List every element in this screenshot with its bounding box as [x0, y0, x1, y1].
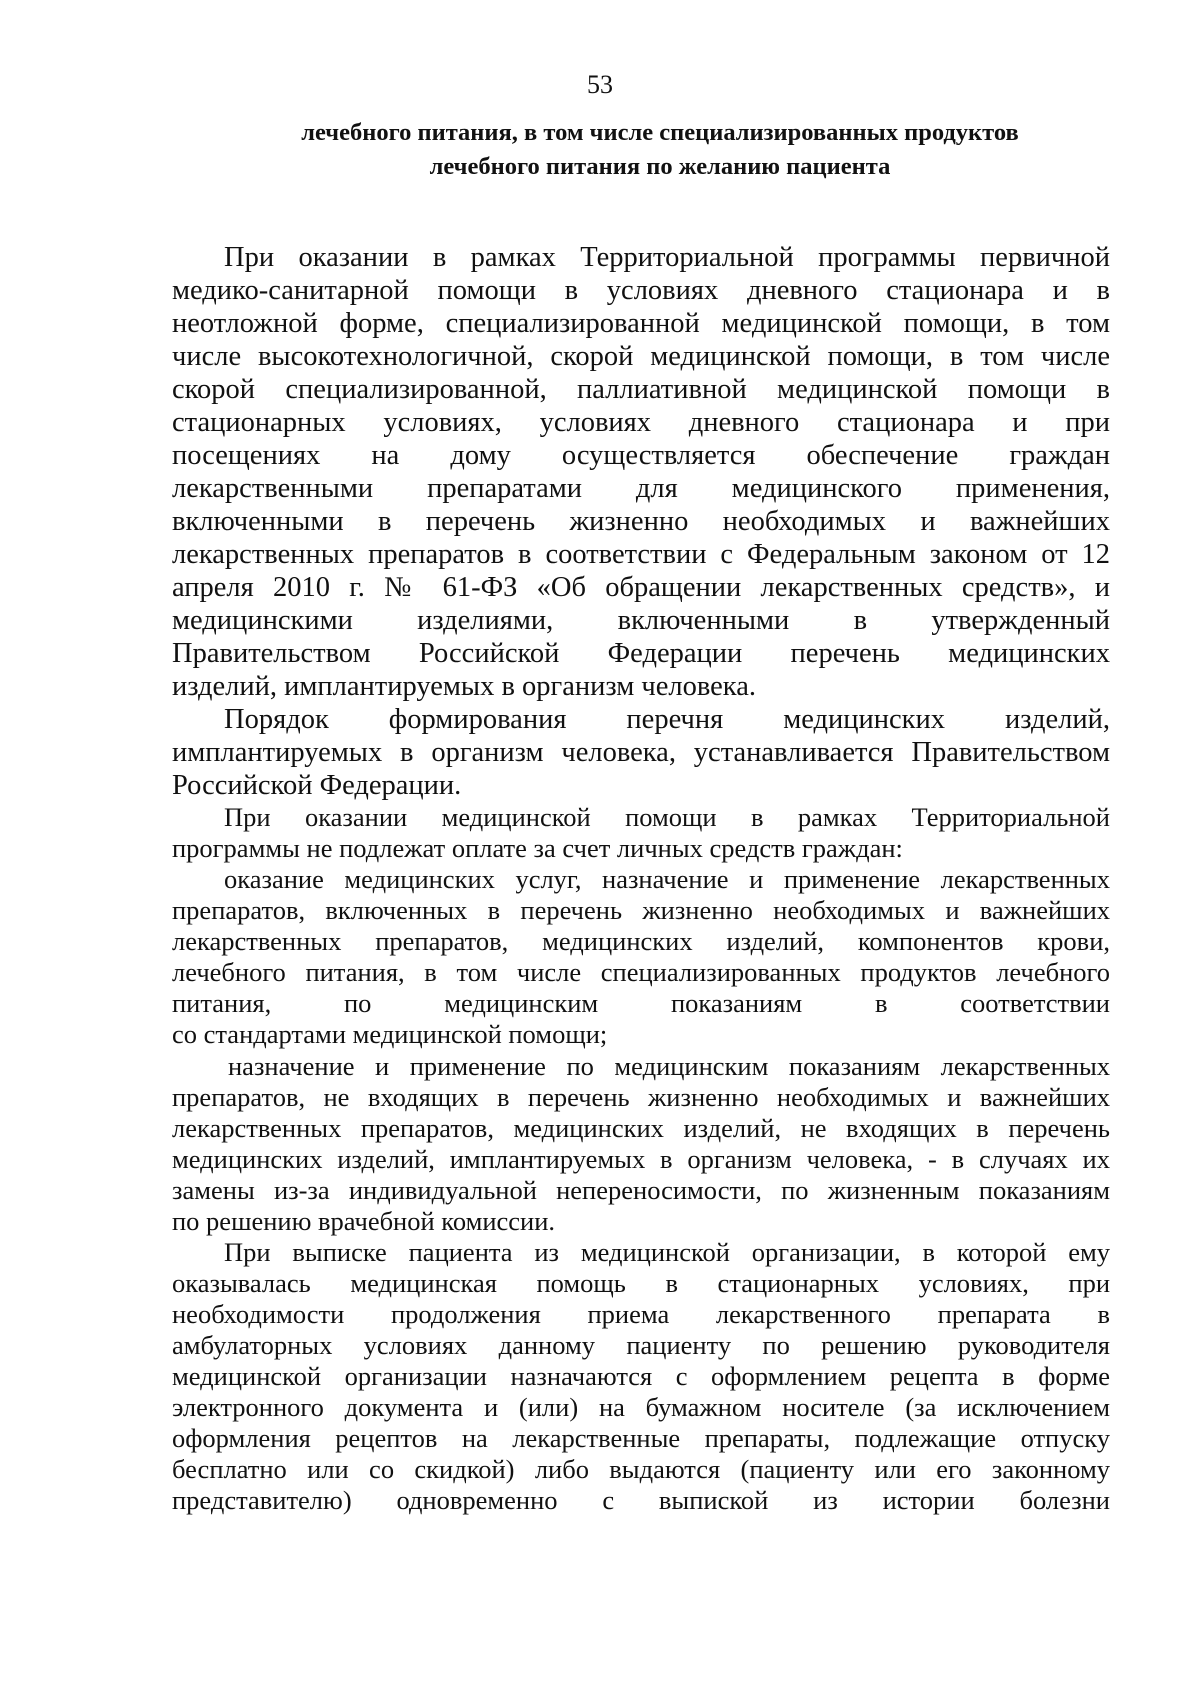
heading-line: лечебного питания, в том числе специализированных продуктов: [301, 119, 1019, 146]
paragraph-line: Порядок формирования перечня медицинских изделий,: [224, 704, 1110, 735]
paragraph-line: бесплатно или со скидкой) либо выдаются (пациенту или его законному: [172, 1454, 1110, 1484]
heading-line: лечебного питания по желанию пациента: [429, 153, 891, 180]
page-number: 53: [587, 70, 613, 99]
paragraph-line: При оказании медицинской помощи в рамках Территориальной: [224, 802, 1110, 832]
paragraph-line: медицинскими изделиями, включенными в утвержденный: [172, 605, 1110, 636]
paragraph-line: лекарственных препаратов, медицинских изделий, компонентов крови,: [172, 926, 1110, 956]
paragraph-implant-list-order: [172, 703, 1110, 802]
paragraph-line: по решению врачебной комиссии.: [172, 1206, 556, 1236]
paragraph-line: препаратов, не входящих в перечень жизненно необходимых и важнейших: [172, 1082, 1110, 1112]
paragraph-line: скорой специализированной, паллиативной медицинской помощи в: [172, 374, 1110, 405]
paragraph-line: Правительством Российской Федерации перечень медицинских: [172, 638, 1110, 669]
body-text: [172, 241, 1110, 1516]
paragraph-line: со стандартами медицинской помощи;: [172, 1019, 608, 1049]
paragraph-line: числе высокотехнологичной, скорой медицинской помощи, в том числе: [172, 341, 1110, 372]
paragraph-prescription-item: [172, 1051, 1110, 1237]
paragraph-line: оформления рецептов на лекарственные препараты, подлежащие отпуску: [172, 1423, 1110, 1453]
paragraph-line: изделий, имплантируемых в организм человека.: [172, 671, 756, 702]
paragraph-line: При оказании в рамках Территориальной программы первичной: [224, 242, 1110, 273]
paragraph-line: медико-санитарной помощи в условиях дневного стационара и в: [172, 275, 1110, 306]
paragraph-line: амбулаторных условиях данному пациенту по решению руководителя: [172, 1330, 1110, 1360]
paragraph-line: замены из-за индивидуальной непереносимости, по жизненным показаниям: [172, 1175, 1110, 1205]
paragraph-line: При выписке пациента из медицинской организации, в которой ему: [224, 1237, 1110, 1267]
paragraph-line: имплантируемых в организм человека, устанавливается Правительством: [172, 737, 1110, 768]
paragraph-line: назначение и применение по медицинским показаниям лекарственных: [228, 1051, 1110, 1081]
paragraph-line: стационарных условиях, условиях дневного стационара и при: [172, 407, 1110, 438]
paragraph-not-payable-intro: [172, 802, 1110, 864]
paragraph-line: медицинских изделий, имплантируемых в организм человека, - в случаях их: [172, 1144, 1110, 1174]
paragraph-line: лекарственными препаратами для медицинского применения,: [172, 473, 1110, 504]
paragraph-line: лекарственных препаратов в соответствии с Федеральным законом от 12: [172, 539, 1110, 570]
paragraph-line: лечебного питания, в том числе специализированных продуктов лечебного: [172, 957, 1110, 987]
paragraph-medication-provision: [172, 241, 1110, 703]
paragraph-discharge: [172, 1237, 1110, 1516]
paragraph-line: апреля 2010 г. № 61-ФЗ «Об обращении лекарственных средств», и: [172, 572, 1110, 603]
paragraph-line: Российской Федерации.: [172, 770, 462, 801]
paragraph-line: препаратов, включенных в перечень жизненно необходимых и важнейших: [172, 895, 1110, 925]
paragraph-line: медицинской организации назначаются с оформлением рецепта в форме: [172, 1361, 1110, 1391]
section-heading: [232, 116, 1088, 184]
paragraph-line: электронного документа и (или) на бумажном носителе (за исключением: [172, 1392, 1110, 1422]
paragraph-line: посещениях на дому осуществляется обеспечение граждан: [172, 440, 1110, 471]
paragraph-services-item: [172, 864, 1110, 1050]
paragraph-line: необходимости продолжения приема лекарственного препарата в: [172, 1299, 1110, 1329]
paragraph-line: программы не подлежат оплате за счет личных средств граждан:: [172, 833, 903, 863]
paragraph-line: оказывалась медицинская помощь в стационарных условиях, при: [172, 1268, 1110, 1298]
paragraph-line: включенными в перечень жизненно необходимых и важнейших: [172, 506, 1110, 537]
paragraph-line: оказание медицинских услуг, назначение и применение лекарственных: [224, 864, 1110, 894]
paragraph-line: питания, по медицинским показаниям в соответствии: [172, 988, 1110, 1018]
paragraph-line: неотложной форме, специализированной медицинской помощи, в том: [172, 308, 1110, 339]
paragraph-line: лекарственных препаратов, медицинских изделий, не входящих в перечень: [172, 1113, 1110, 1143]
paragraph-line: представителю) одновременно с выпиской из истории болезни: [172, 1485, 1110, 1515]
